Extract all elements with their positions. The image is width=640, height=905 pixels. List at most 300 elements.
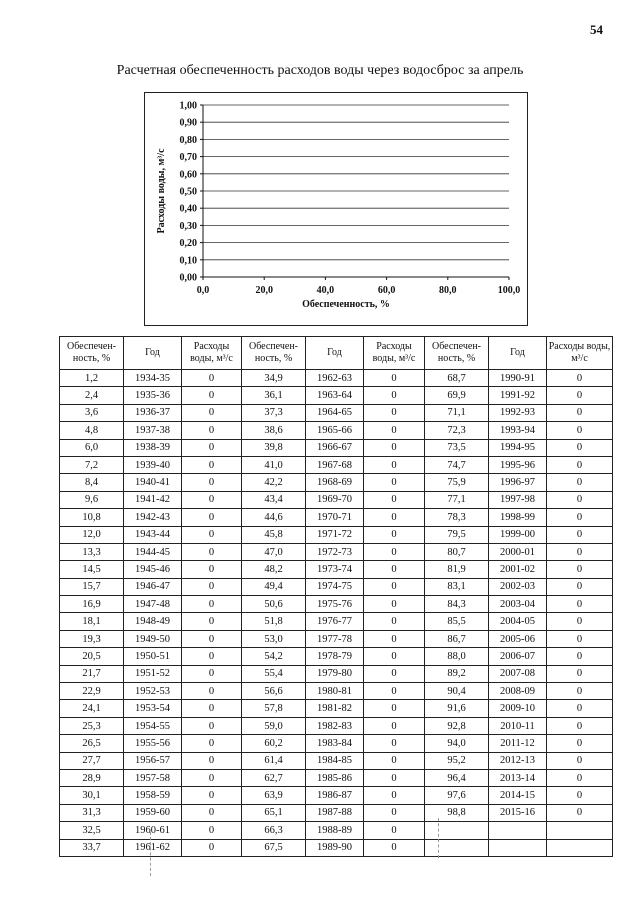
table-cell: 1987-88 [306,804,364,821]
x-tick-label: 100,0 [497,285,521,296]
table-cell: 72,3 [425,422,489,439]
table-cell: 57,8 [242,700,306,717]
table-cell: 0 [547,596,613,613]
table-cell: 30,1 [60,787,124,804]
table-cell: 27,7 [60,752,124,769]
table-cell: 61,4 [242,752,306,769]
table-cell: 1994-95 [489,439,547,456]
x-tick-label: 20,0 [255,285,273,296]
table-cell: 0 [364,839,425,856]
table-cell: 12,0 [60,526,124,543]
table-cell: 1946-47 [124,578,182,595]
table-cell: 0 [547,439,613,456]
table-cell: 67,5 [242,839,306,856]
table-cell: 1962-63 [306,370,364,387]
table-cell: 1957-58 [124,769,182,786]
table-cell: 1986-87 [306,787,364,804]
table-cell: 0 [547,613,613,630]
table-cell: 48,2 [242,561,306,578]
table-row [60,491,613,508]
table-cell: 0 [182,474,242,491]
table-cell: 0 [182,509,242,526]
table-cell: 0 [182,422,242,439]
table-cell: 1990-91 [489,370,547,387]
table-cell: 75,9 [425,474,489,491]
table-cell: 2011-12 [489,735,547,752]
table-cell: 7,2 [60,456,124,473]
table-cell: 55,4 [242,665,306,682]
table-row [60,439,613,456]
table-row [60,683,613,700]
table-cell: 0 [364,630,425,647]
table-row [60,387,613,404]
table-cell: 1973-74 [306,561,364,578]
table-cell: 1991-92 [489,387,547,404]
table-cell: 0 [364,700,425,717]
table-cell: 38,6 [242,422,306,439]
table-cell: 2015-16 [489,804,547,821]
table-cell: 24,1 [60,700,124,717]
table-cell: 8,4 [60,474,124,491]
table-cell: 0 [364,683,425,700]
table-cell: 1993-94 [489,422,547,439]
table-row [60,839,613,856]
table-row [60,630,613,647]
table-cell: 1968-69 [306,474,364,491]
table-cell: 1942-43 [124,509,182,526]
table-cell: 15,7 [60,578,124,595]
table-cell: 1981-82 [306,700,364,717]
x-tick-label: 0,0 [196,285,210,296]
column-header: Расходы воды, м³/с [364,337,425,370]
table-cell: 71,1 [425,404,489,421]
table-cell: 18,1 [60,613,124,630]
column-header: Расходы воды, м³/с [547,337,613,370]
table-cell: 1951-52 [124,665,182,682]
scan-artifact-line [150,832,151,876]
table-cell: 0 [547,491,613,508]
table-cell: 1983-84 [306,735,364,752]
table-cell: 0 [547,630,613,647]
table-cell: 0 [364,491,425,508]
table-cell: 43,4 [242,491,306,508]
data-table [59,336,613,857]
table-cell: 0 [547,683,613,700]
table-cell: 0 [547,787,613,804]
y-axis-label: Расходы воды, м³/с [156,148,167,234]
table-cell: 0 [547,735,613,752]
table-cell: 0 [364,370,425,387]
table-cell: 1974-75 [306,578,364,595]
table-cell: 1972-73 [306,543,364,560]
table-cell: 2012-13 [489,752,547,769]
table-cell: 1956-57 [124,752,182,769]
table-cell: 50,6 [242,596,306,613]
table-cell: 0 [364,474,425,491]
table-cell: 0 [182,370,242,387]
table-cell: 74,7 [425,456,489,473]
table-cell: 0 [547,717,613,734]
table-cell: 2006-07 [489,648,547,665]
table-cell: 1,2 [60,370,124,387]
table-row [60,578,613,595]
table-cell: 95,2 [425,752,489,769]
table-cell: 0 [364,613,425,630]
table-cell: 34,9 [242,370,306,387]
table-cell [425,822,489,839]
table-cell: 0 [364,387,425,404]
table-cell: 36,1 [242,387,306,404]
table-cell: 45,8 [242,526,306,543]
table-cell: 1948-49 [124,613,182,630]
column-header: Обеспечен-ность, % [60,337,124,370]
table-cell: 42,2 [242,474,306,491]
y-tick-label: 0,40 [179,203,197,215]
table-cell: 88,0 [425,648,489,665]
y-tick-label: 0,90 [179,117,197,129]
table-cell: 84,3 [425,596,489,613]
table-cell: 2005-06 [489,630,547,647]
table-row [60,665,613,682]
x-tick-label: 40,0 [316,285,335,296]
table-cell: 1941-42 [124,491,182,508]
table-row [60,822,613,839]
table-cell [547,822,613,839]
table-cell: 1954-55 [124,717,182,734]
table-cell: 44,6 [242,509,306,526]
table-cell: 0 [182,648,242,665]
table-cell: 56,6 [242,683,306,700]
scan-artifact-line [438,818,439,858]
table-cell: 21,7 [60,665,124,682]
table-cell: 2007-08 [489,665,547,682]
table-cell: 0 [364,596,425,613]
table-row [60,735,613,752]
table-cell: 9,6 [60,491,124,508]
table-cell: 79,5 [425,526,489,543]
column-header: Обеспечен-ность, % [425,337,489,370]
table-cell: 63,9 [242,787,306,804]
table-cell: 1976-77 [306,613,364,630]
table-cell: 0 [182,822,242,839]
table-cell [547,839,613,856]
table-cell: 1963-64 [306,387,364,404]
table-cell: 60,2 [242,735,306,752]
table-row [60,787,613,804]
table-cell: 0 [182,769,242,786]
table-cell: 0 [182,839,242,856]
table-cell: 69,9 [425,387,489,404]
table-cell: 0 [547,509,613,526]
table-cell: 41,0 [242,456,306,473]
table-cell: 0 [182,561,242,578]
y-tick-label: 0,50 [179,186,197,198]
table-cell: 1998-99 [489,509,547,526]
table-cell: 1934-35 [124,370,182,387]
table-cell: 2009-10 [489,700,547,717]
table-cell: 2014-15 [489,787,547,804]
chart-plot [145,93,527,325]
column-header: Год [306,337,364,370]
table-cell: 53,0 [242,630,306,647]
table-cell: 0 [547,665,613,682]
table-cell: 0 [182,683,242,700]
table-row [60,596,613,613]
table-cell: 1969-70 [306,491,364,508]
table-cell: 1955-56 [124,735,182,752]
table-row [60,422,613,439]
y-tick-label: 0,10 [179,255,197,267]
table-row [60,370,613,387]
table-cell: 13,3 [60,543,124,560]
table-cell: 2013-14 [489,769,547,786]
table-cell: 0 [182,526,242,543]
y-tick-label: 0,60 [179,169,197,181]
table-cell: 1999-00 [489,526,547,543]
table-cell: 6,0 [60,439,124,456]
table-cell: 0 [182,387,242,404]
table-cell: 0 [182,752,242,769]
table-cell: 0 [182,804,242,821]
table-cell: 86,7 [425,630,489,647]
table-cell: 37,3 [242,404,306,421]
table-cell: 1985-86 [306,769,364,786]
column-header: Год [489,337,547,370]
table-cell: 31,3 [60,804,124,821]
table-cell: 0 [364,665,425,682]
table-cell: 14,5 [60,561,124,578]
table-cell: 0 [182,596,242,613]
table-row [60,404,613,421]
table-cell: 1950-51 [124,648,182,665]
table-cell: 1940-41 [124,474,182,491]
table-cell: 0 [547,804,613,821]
table-cell: 0 [547,404,613,421]
table-cell: 2002-03 [489,578,547,595]
table-cell: 73,5 [425,439,489,456]
x-tick-label: 60,0 [377,285,396,296]
table-cell: 1971-72 [306,526,364,543]
table-cell: 1975-76 [306,596,364,613]
table-cell: 0 [547,474,613,491]
table-cell: 59,0 [242,717,306,734]
table-cell: 80,7 [425,543,489,560]
table-cell: 0 [182,613,242,630]
table-cell: 1944-45 [124,543,182,560]
table-cell: 1995-96 [489,456,547,473]
table-cell: 97,6 [425,787,489,804]
table-cell: 1977-78 [306,630,364,647]
table-cell: 0 [364,439,425,456]
table-cell: 94,0 [425,735,489,752]
table-row [60,717,613,734]
table-cell: 1982-83 [306,717,364,734]
table-cell: 0 [547,526,613,543]
table-cell: 2001-02 [489,561,547,578]
table-cell: 0 [547,561,613,578]
table-cell: 4,8 [60,422,124,439]
table-cell: 28,9 [60,769,124,786]
table-cell: 2,4 [60,387,124,404]
table-cell: 0 [364,561,425,578]
y-tick-label: 1,00 [179,100,197,112]
table-cell: 0 [547,700,613,717]
table-cell: 1997-98 [489,491,547,508]
column-header: Обеспечен-ность, % [242,337,306,370]
table-cell: 0 [547,456,613,473]
table-cell: 0 [182,578,242,595]
table-cell: 0 [182,630,242,647]
table-cell: 0 [547,648,613,665]
table-row [60,769,613,786]
x-tick-label: 80,0 [439,285,457,296]
table-cell: 49,4 [242,578,306,595]
table-cell: 0 [364,735,425,752]
table-cell: 0 [364,543,425,560]
table-row [60,752,613,769]
table-cell: 1938-39 [124,439,182,456]
table-cell: 10,8 [60,509,124,526]
table-cell: 2010-11 [489,717,547,734]
table-cell: 1967-68 [306,456,364,473]
table-cell [489,839,547,856]
y-tick-label: 0,70 [179,152,197,164]
table-cell: 65,1 [242,804,306,821]
table-cell: 0 [182,456,242,473]
table-cell: 1949-50 [124,630,182,647]
table-cell: 25,3 [60,717,124,734]
table-row [60,456,613,473]
table-cell: 51,8 [242,613,306,630]
table-cell: 32,5 [60,822,124,839]
table-cell: 33,7 [60,839,124,856]
table-cell: 85,5 [425,613,489,630]
table-cell: 39,8 [242,439,306,456]
y-tick-label: 0,30 [179,220,197,232]
table-cell: 1989-90 [306,839,364,856]
table-row [60,526,613,543]
table-cell: 22,9 [60,683,124,700]
page-number: 54 [590,22,603,37]
table-cell: 0 [182,717,242,734]
table-cell: 96,4 [425,769,489,786]
table-cell: 47,0 [242,543,306,560]
table-cell: 0 [364,752,425,769]
chart-title: Расчетная обеспеченность расходов воды через водосброс за апрель [116,63,524,78]
table-row [60,561,613,578]
table-cell: 0 [182,543,242,560]
table-cell: 1996-97 [489,474,547,491]
table-cell: 0 [364,769,425,786]
table-cell: 1984-85 [306,752,364,769]
table-cell: 62,7 [242,769,306,786]
table-cell: 1947-48 [124,596,182,613]
table-cell: 90,4 [425,683,489,700]
table-cell: 1978-79 [306,648,364,665]
table-cell: 54,2 [242,648,306,665]
table-cell: 2004-05 [489,613,547,630]
table-row [60,700,613,717]
table-cell: 0 [547,370,613,387]
column-header: Год [124,337,182,370]
table-cell: 1935-36 [124,387,182,404]
table-cell: 16,9 [60,596,124,613]
table-cell: 1952-53 [124,683,182,700]
table-cell: 1979-80 [306,665,364,682]
table-cell: 1965-66 [306,422,364,439]
table-cell: 89,2 [425,665,489,682]
table-cell: 2008-09 [489,683,547,700]
column-header: Расходы воды, м³/с [182,337,242,370]
table-cell: 2000-01 [489,543,547,560]
table-cell: 0 [547,387,613,404]
table-cell: 20,5 [60,648,124,665]
table-cell: 98,8 [425,804,489,821]
y-tick-label: 0,20 [179,238,197,250]
chart-frame [144,92,528,326]
table-cell: 0 [364,422,425,439]
table-cell: 1945-46 [124,561,182,578]
table-cell: 0 [364,804,425,821]
table-cell: 0 [364,509,425,526]
table-cell: 92,8 [425,717,489,734]
table-cell: 0 [364,526,425,543]
table-cell: 0 [182,787,242,804]
table-cell: 1961-62 [124,839,182,856]
table-cell: 1992-93 [489,404,547,421]
table-cell: 3,6 [60,404,124,421]
table-cell: 0 [547,752,613,769]
table-cell: 1980-81 [306,683,364,700]
table-cell: 0 [182,665,242,682]
table-cell: 0 [547,543,613,560]
table-cell: 1943-44 [124,526,182,543]
table-cell: 1937-38 [124,422,182,439]
table-cell: 0 [364,717,425,734]
table-cell: 0 [364,404,425,421]
table-cell: 2003-04 [489,596,547,613]
y-tick-label: 0,00 [179,272,197,284]
table-header-row [60,337,613,370]
table-cell: 0 [182,700,242,717]
table-cell: 91,6 [425,700,489,717]
table-cell: 77,1 [425,491,489,508]
table-cell: 0 [182,439,242,456]
table-cell: 0 [364,578,425,595]
table-cell: 1964-65 [306,404,364,421]
table-cell: 1960-61 [124,822,182,839]
table-cell [489,822,547,839]
table-row [60,613,613,630]
table-cell: 1988-89 [306,822,364,839]
table-row [60,543,613,560]
table-cell: 0 [364,648,425,665]
table-cell: 0 [182,735,242,752]
table-cell: 19,3 [60,630,124,647]
table-cell: 0 [182,491,242,508]
table-cell: 0 [547,578,613,595]
table-row [60,648,613,665]
table-cell: 26,5 [60,735,124,752]
table-cell: 78,3 [425,509,489,526]
table-row [60,509,613,526]
table-cell: 1936-37 [124,404,182,421]
table-cell: 83,1 [425,578,489,595]
table-cell: 0 [547,422,613,439]
table-cell: 1970-71 [306,509,364,526]
table-cell: 1966-67 [306,439,364,456]
table-row [60,804,613,821]
